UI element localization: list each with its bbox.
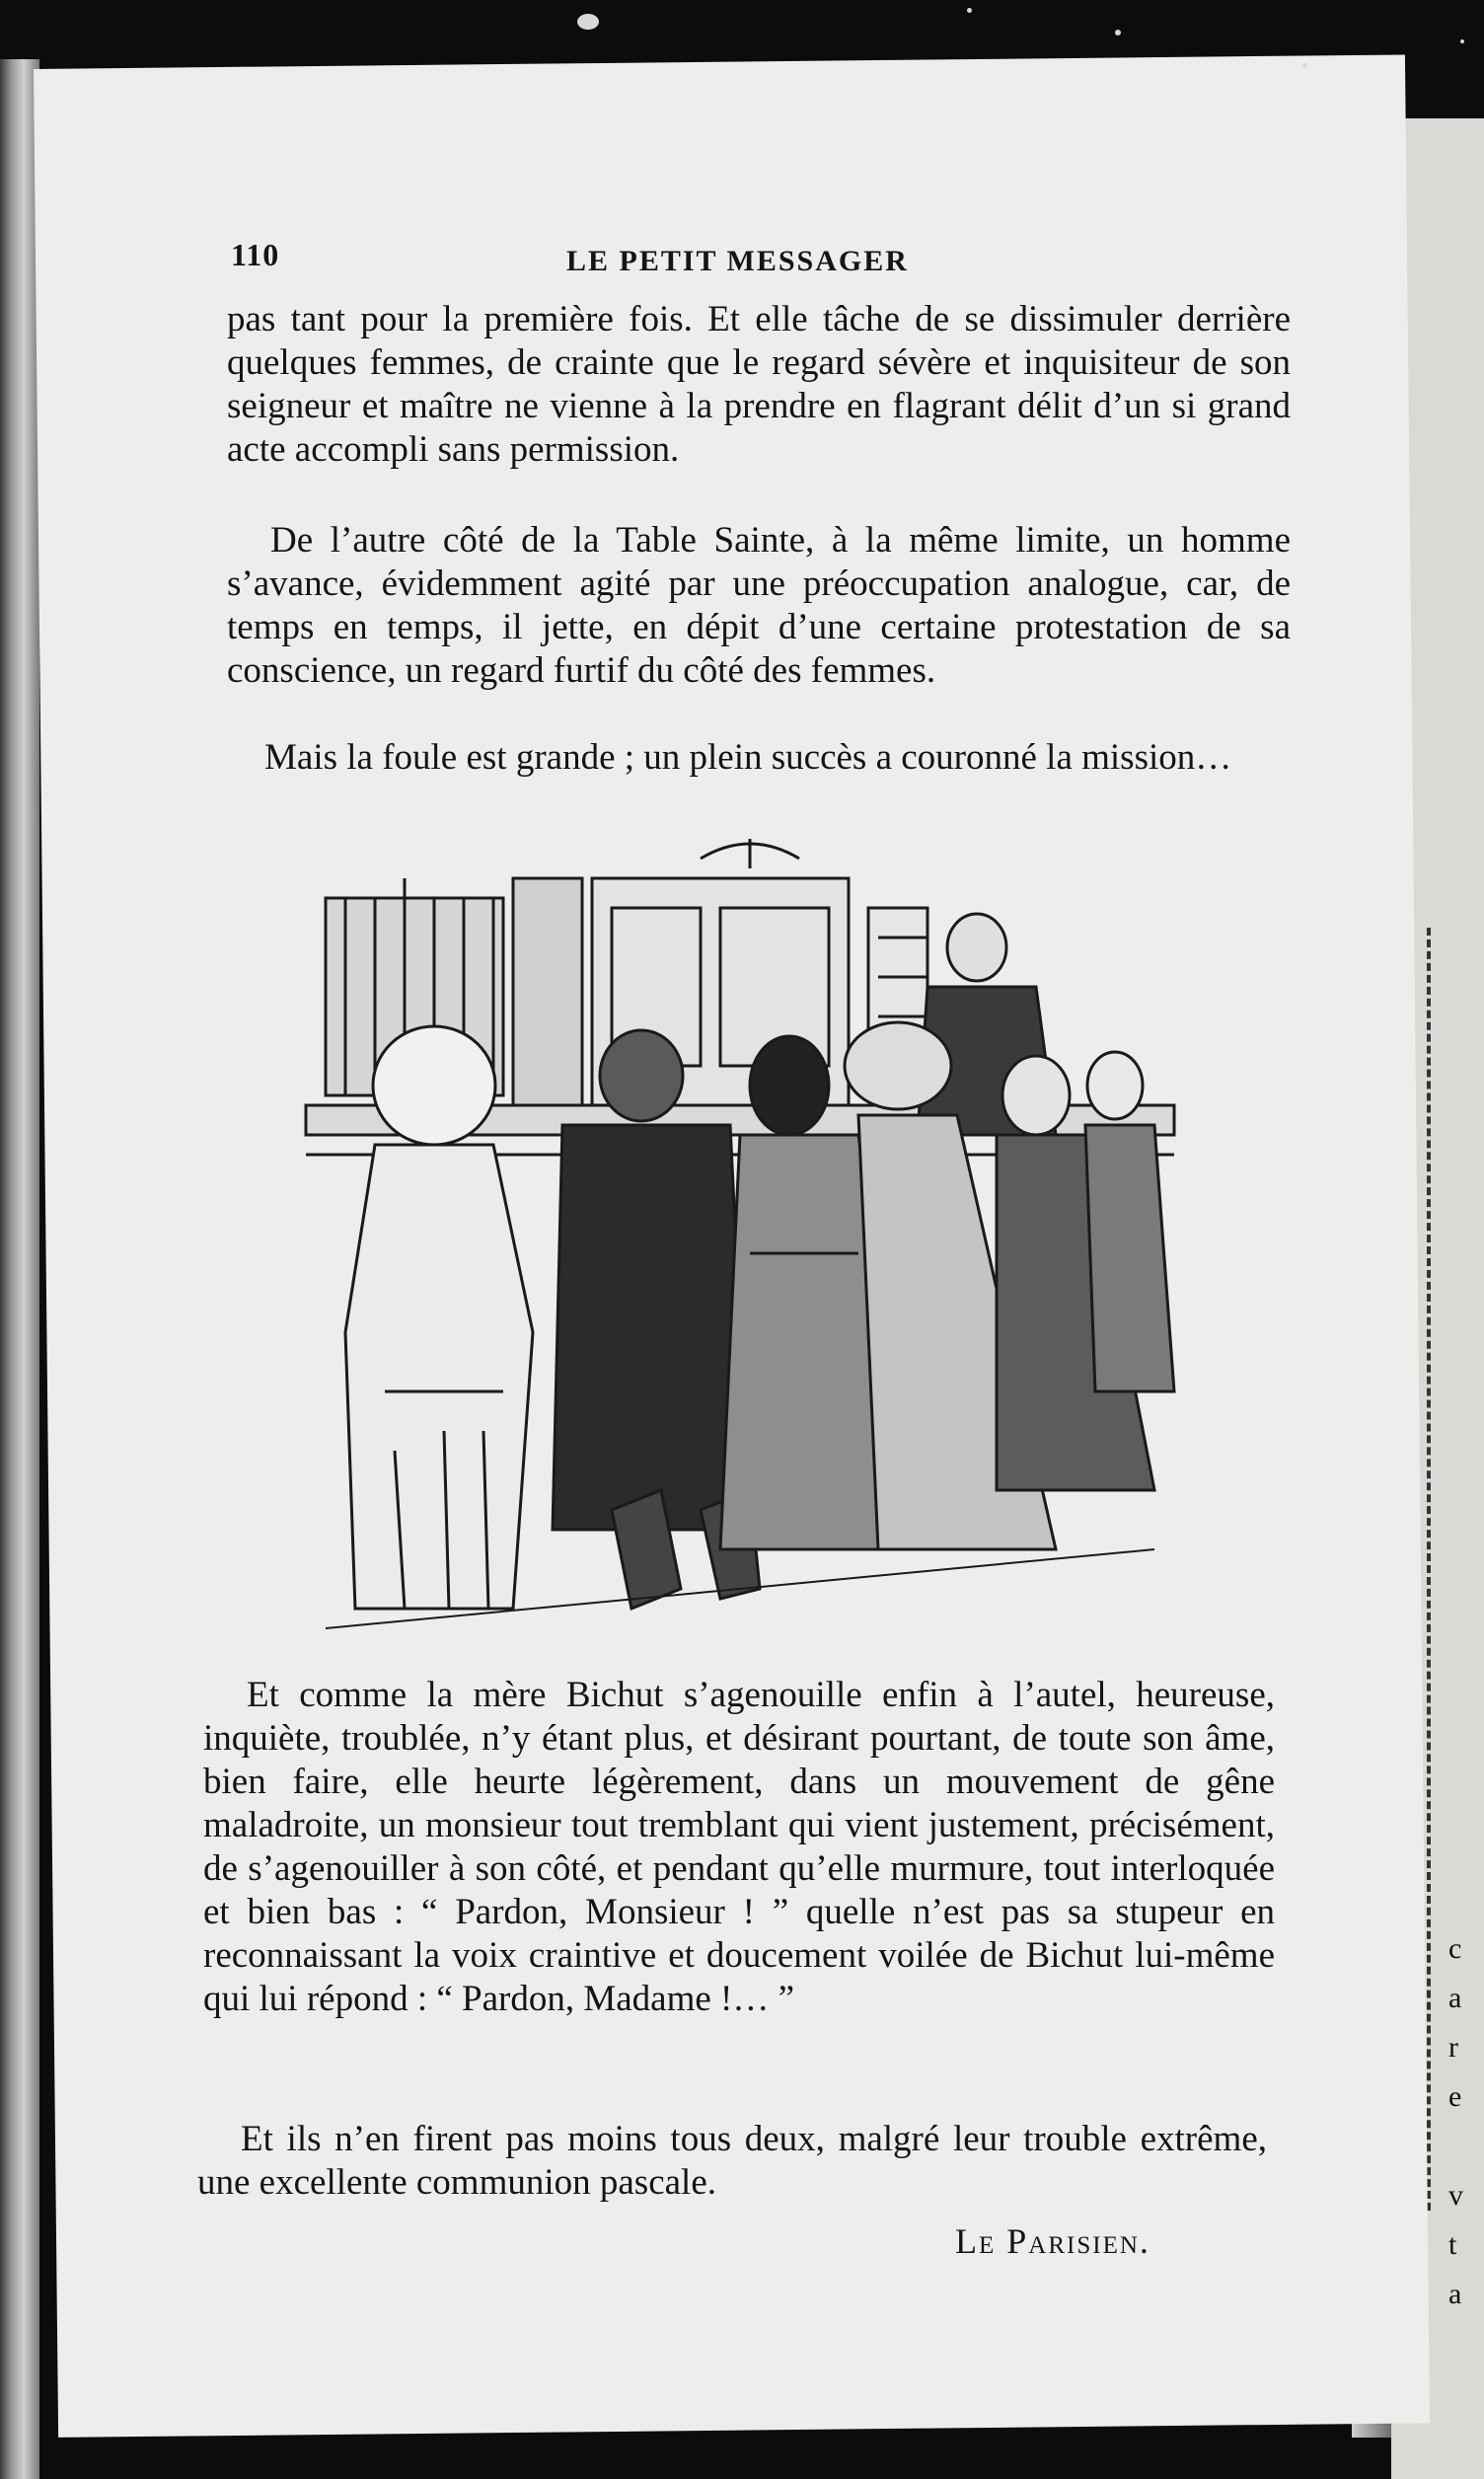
scan-speck [967,8,972,13]
paragraph-1: pas tant pour la première fois. Et elle tâche de se dissimuler derrière quelques femmes, de crainte que le regard sévère et inquisiteur de son seigneur et maître ne vienne à la prendre en flagrant délit d’un si grand acte accompli sans permission. [227,299,1291,470]
scan-speck [1460,39,1464,43]
engraving-communion-scene [286,839,1194,1648]
paragraph-5: Et ils n’en firent pas moins tous deux, malgré leur trouble extrême, une excellente communion pascale. [197,2119,1267,2203]
page-header [231,237,1297,276]
facing-page-fragment: c a r e v t a [1448,1932,1463,2310]
page-number: 110 [231,237,280,272]
book-left-edge [0,59,39,2479]
woman-large-hat [845,1022,951,1109]
priest-head [947,914,1006,981]
paragraph-4: Et comme la mère Bichut s’agenouille enfin à l’autel, heureuse, inquiète, troublée, n’y étant plus, et désirant pourtant, de toute son âme, bien faire, elle heurte légèrement, dans un mouvement de gêne maladroite, un monsieur tout tremblant qui vient justement, précisément, de s’agenouiller à son côté, et pendant qu’elle murmure, tout interloquée et bien bas : “ Pardon, Monsieur ! ” quelle n’est pas sa stupeur en reconnaissant la voix craintive et doucement voilée de Bichut lui-même qui lui répond : “ Pardon, Madame !… ” [203,1675,1275,2019]
kneeling-man-bichut [553,1125,750,1530]
woman-center-head [750,1036,829,1135]
scan-speck [1302,63,1307,68]
scan-speck [577,14,599,30]
kneeling-woman-left [345,1145,533,1609]
man-head [600,1030,683,1121]
paragraph-2: De l’autre côté de la Table Sainte, à la même limite, un homme s’avance, évidemment agité par une préoccupation analogue, car, de temps en temps, il jette, en dépit d’une certaine protestation de sa conscience, un regard furtif du côté des femmes. [227,520,1291,691]
running-title: LE PETIT MESSAGER [566,245,909,277]
facing-page-border [1427,928,1435,2211]
woman-hat [373,1026,495,1145]
paragraph-3: Mais la foule est grande ; un plein succès a couronné la mission… [264,737,1232,778]
author-signature: Le Parisien. [955,2221,1150,2261]
scan-speck [1115,30,1121,36]
